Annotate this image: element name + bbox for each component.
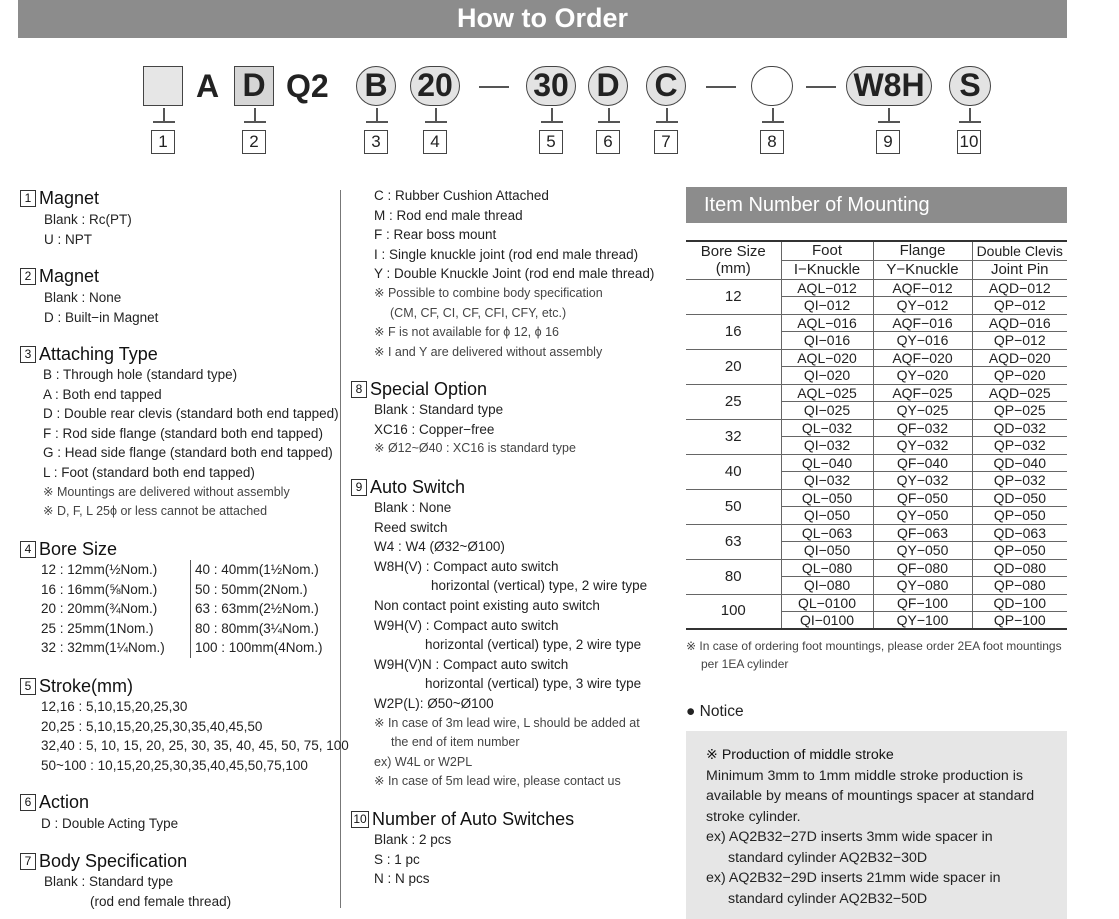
table-row [686,454,1067,472]
table-cell: AQD−025 [972,384,1067,402]
callout-5: 5 [539,130,563,154]
table-cell: QY−025 [873,402,972,420]
callout-6: 6 [596,130,620,154]
table-cell: QP−020 [972,367,1067,385]
section-title: Bore Size [39,539,118,559]
bore-cell: 50 [686,489,781,524]
table-cell: QL−063 [781,524,873,542]
table-cell: AQF−020 [873,349,972,367]
code-slot-6: D [588,66,628,106]
header-flange: Flange [873,241,972,260]
table-cell: AQL−025 [781,384,873,402]
header-y-knuckle: Y−Knuckle [873,260,972,279]
bore-cell: 25 [686,384,781,419]
table-cell: QY−020 [873,367,972,385]
header-bore-size: Bore Size (mm) [686,241,781,279]
table-cell: QY−050 [873,542,972,560]
callout-2: 2 [242,130,266,154]
table-cell: AQD−020 [972,349,1067,367]
section-body-specification-continued: C : Rubber Cushion Attached M : Rod end male thread F : Rear boss mount I : Single knuckle joint (rod end male thread) Y : Double Knuckle Joint (rod end male thread) ※ Possible to combine body specification (CM, CF, CI, CF, CFI, CFY, etc.) ※ F is not available for ϕ 12, ϕ 16 ※ I and Y are delivered without assembly [374,188,655,359]
callout-8: 8 [760,130,784,154]
table-cell: QP−050 [972,507,1067,525]
code-letter-a: A [196,68,220,104]
callout-10: 10 [957,130,981,154]
code-dash [479,86,509,88]
section-bore-size: 4 Bore Size 12 : 12mm(½Nom.) 16 : 16mm(⅝Nom.) 20 : 20mm(¾Nom.) 25 : 25mm(1Nom.) 32 : 32mm(1¼Nom.) 40 : 40mm(1½Nom.) 50 : 50mm(2Nom.) 63 : 63mm(2½Nom.) 80 : 80mm(3¼Nom.) 100 : 100mm(4Nom.) [20,538,323,658]
table-cell: QP−050 [972,542,1067,560]
table-cell: QP−032 [972,472,1067,490]
table-row [686,524,1067,542]
table-row [686,349,1067,367]
bore-cell: 16 [686,314,781,349]
table-cell: QL−050 [781,489,873,507]
table-row [686,279,1067,297]
section-number-of-auto-switches: 10 Number of Auto Switches Blank : 2 pcs S : 1 pc N : N pcs [351,808,574,889]
table-row [686,419,1067,437]
table-cell: QY−016 [873,332,972,350]
table-cell: QL−032 [781,419,873,437]
code-slot-9: W8H [846,66,932,106]
mounting-title: Item Number of Mounting [686,187,1067,223]
section-title: Action [39,792,90,812]
table-cell: AQD−012 [972,279,1067,297]
section-stroke: 5 Stroke(mm) 12,16 : 5,10,15,20,25,30 20,25 : 5,10,15,20,25,30,35,40,45,50 32,40 : 5, 10, 15, 20, 25, 30, 35, 40, 45, 50, 75, 100 50~100 : 10,15,20,25,30,35,40,45,50,75,100 [20,675,349,775]
callout-1: 1 [151,130,175,154]
code-slot-10: S [949,66,991,106]
table-row [686,559,1067,577]
table-cell: QI−050 [781,507,873,525]
table-cell: QF−080 [873,559,972,577]
table-row [686,314,1067,332]
table-cell: QY−100 [873,612,972,630]
column-divider [340,190,341,908]
callout-4: 4 [423,130,447,154]
table-cell: QD−050 [972,489,1067,507]
notice-box: ※ Production of middle stroke Minimum 3mm to 1mm middle stroke production is available by means of mountings spacer at standard stroke cylinder. ex) AQ2B32−27D inserts 3mm wide spacer in standard cylinder AQ2B32−30D ex) AQ2B32−29D inserts 21mm wide spacer in standard cylinder AQ2B32−50D [686,731,1067,919]
table-cell: QL−080 [781,559,873,577]
section-title: Magnet [39,188,100,208]
table-cell: QD−040 [972,454,1067,472]
code-slot-4: 20 [410,66,460,106]
header-foot: Foot [781,241,873,260]
table-cell: QI−020 [781,367,873,385]
bore-cell: 32 [686,419,781,454]
header-double-clevis: Double Clevis [972,241,1067,260]
table-cell: QI−032 [781,472,873,490]
bore-cell: 20 [686,349,781,384]
table-cell: QP−080 [972,577,1067,595]
table-cell: QI−016 [781,332,873,350]
section-body-specification: 7 Body Specification Blank : Standard type (rod end female thread) [20,850,231,911]
table-cell: QI−050 [781,542,873,560]
table-row [686,384,1067,402]
table-cell: QF−100 [873,594,972,612]
code-slot-2: D [234,66,274,106]
table-cell: AQL−012 [781,279,873,297]
table-cell: QD−080 [972,559,1067,577]
mounting-footnote: ※ In case of ordering foot mountings, please order 2EA foot mountings per 1EA cylinder [686,639,1062,671]
section-title: Auto Switch [370,477,466,497]
table-cell: QF−032 [873,419,972,437]
table-row [686,489,1067,507]
code-slot-3: B [356,66,396,106]
bore-cell: 40 [686,454,781,489]
section-magnet-port: 1 Magnet Blank : Rc(PT) U : NPT [20,187,132,249]
header-i-knuckle: I−Knuckle [781,260,873,279]
bore-cell: 100 [686,594,781,629]
table-cell: QP−012 [972,332,1067,350]
table-cell: QF−040 [873,454,972,472]
code-dash [806,86,836,88]
table-cell: QI−032 [781,437,873,455]
page-title: How to Order [18,0,1067,38]
section-title: Number of Auto Switches [372,809,575,829]
bore-cell: 12 [686,279,781,314]
table-cell: AQL−020 [781,349,873,367]
bore-cell: 63 [686,524,781,559]
table-row [686,594,1067,612]
section-title: Special Option [370,379,488,399]
code-series: Q2 [286,68,329,104]
table-cell: QF−050 [873,489,972,507]
section-title: Magnet [39,266,100,286]
table-cell: QI−025 [781,402,873,420]
callout-3: 3 [364,130,388,154]
code-slot-1 [143,66,183,106]
header-joint-pin: Joint Pin [972,260,1067,279]
code-dash [706,86,736,88]
table-cell: QD−063 [972,524,1067,542]
table-cell: QP−032 [972,437,1067,455]
code-slot-7: C [646,66,686,106]
section-action: 6 Action D : Double Acting Type [20,791,178,834]
table-cell: QL−0100 [781,594,873,612]
section-magnet: 2 Magnet Blank : None D : Built−in Magnet [20,265,158,327]
table-cell: AQF−025 [873,384,972,402]
table-cell: AQL−016 [781,314,873,332]
section-attaching-type: 3 Attaching Type B : Through hole (standard type) A : Both end tapped D : Double rear clevis (standard both end tapped) F : Rod side flange (standard both end tapped) G : Head side flange (standard both end tapped) L : Foot (standard both end tapped) ※ Mountings are delivered without assembly ※ D, F, L 25ϕ or less cannot be attached [20,343,339,522]
table-cell: QY−032 [873,437,972,455]
table-cell: QP−012 [972,297,1067,315]
notice-label: ● Notice [686,703,744,720]
table-cell: QY−012 [873,297,972,315]
table-cell: QI−012 [781,297,873,315]
code-slot-8 [751,66,793,106]
mounting-table [686,240,1067,630]
table-cell: AQF−016 [873,314,972,332]
table-cell: QY−050 [873,507,972,525]
callout-9: 9 [876,130,900,154]
table-cell: QI−0100 [781,612,873,630]
table-cell: AQD−016 [972,314,1067,332]
section-auto-switch: 9 Auto Switch Blank : None Reed switch W4 : W4 (Ø32~Ø100) W8H(V) : Compact auto switch horizontal (vertical) type, 2 wire type Non contact point existing auto switch W9H(V) : Compact auto switch horizontal (vertical) type, 2 wire type W9H(V)N : Compact auto switch horizontal (vertical) type, 3 wire type W2P(L): Ø50~Ø100 ※ In case of 3m lead wire, L should be added at the end of item number ex) W4L or W2PL ※ In case of 5m lead wire, please contact us [351,476,647,792]
code-slot-5: 30 [526,66,576,106]
table-cell: QY−032 [873,472,972,490]
callout-7: 7 [654,130,678,154]
section-title: Stroke(mm) [39,676,133,696]
table-cell: QL−040 [781,454,873,472]
table-cell: QD−032 [972,419,1067,437]
section-title: Body Specification [39,851,188,871]
table-cell: QF−063 [873,524,972,542]
bore-cell: 80 [686,559,781,594]
table-cell: QY−080 [873,577,972,595]
section-special-option: 8 Special Option Blank : Standard type XC16 : Copper−free ※ Ø12~Ø40 : XC16 is standard type [351,378,576,459]
section-title: Attaching Type [39,344,158,364]
table-cell: AQF−012 [873,279,972,297]
table-cell: QD−100 [972,594,1067,612]
table-cell: QI−080 [781,577,873,595]
table-cell: QP−025 [972,402,1067,420]
table-cell: QP−100 [972,612,1067,630]
